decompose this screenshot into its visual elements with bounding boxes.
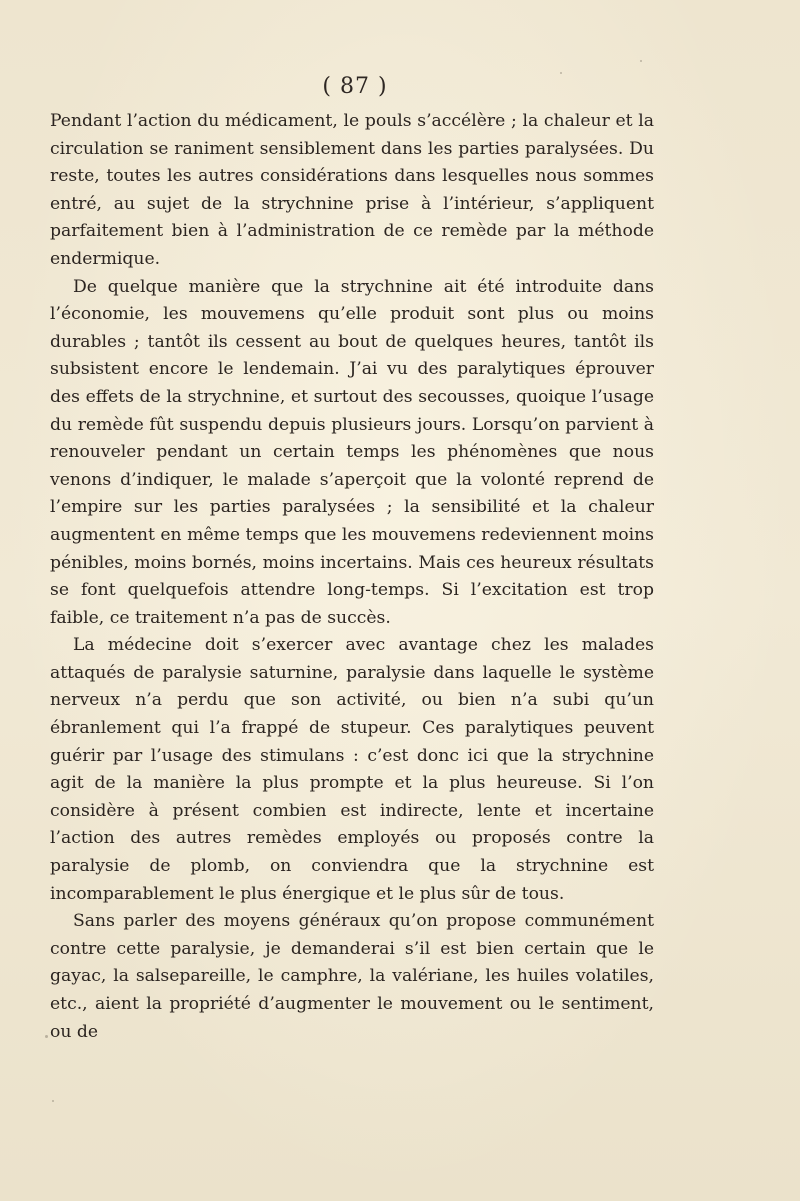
paper-speck bbox=[52, 1100, 54, 1102]
page-number: ( 87 ) bbox=[322, 74, 388, 99]
paragraph: Pendant l’action du médicament, le pouls s’accélère ; la chaleur et la circulation se raniment sensiblement dans les parties paralysées. Du reste, toutes les autres considérations dans lesquelles nous sommes entré, au sujet de la strychnine prise à l’intérieur, s’appliquent parfaitement bien à l’administration de ce remède par la méthode endermique. bbox=[50, 111, 654, 269]
paper-speck bbox=[560, 72, 562, 74]
paragraph: Sans parler des moyens généraux qu’on propose communément contre cette paralysie, je demanderai s’il est bien certain que le gayac, la salsepareille, le camphre, la valériane, les huiles volatiles, etc., aient la propriété d’augmenter le mouvement ou le sentiment, ou de bbox=[50, 911, 654, 1042]
paragraph: La médecine doit s’exercer avec avantage chez les malades attaqués de paralysie saturnine, paralysie dans laquelle le système nerveux n’a perdu que son activité, ou bien n’a subi qu’un ébranlement qui l’a frappé de stupeur. Ces paralytiques peuvent guérir par l’usage des stimulans : c’est donc ici que la strychnine agit de la manière la plus prompte et la plus heureuse. Si l’on considère à présent combien est indirecte, lente et incertaine l’action des autres remèdes employés ou proposés contre la paralysie de plomb, on conviendra que la strychnine est incomparablement le plus énergique et le plus sûr de tous. bbox=[50, 635, 654, 904]
paper-speck bbox=[640, 60, 642, 62]
paragraph: De quelque manière que la strychnine ait été introduite dans l’économie, les mouvemens qu’elle produit sont plus ou moins durables ; tantôt ils cessent au bout de quelques heures, tantôt ils subsistent encore le lendemain. J’ai vu des paralytiques éprouver des effets de la strychnine, et surtout des secousses, quoique l’usage du remède fût suspendu depuis plusieurs jours. Lorsqu’on parvient à renouveler pendant un certain temps les phénomènes que nous venons d’indiquer, le malade s’aperçoit que la volonté reprend de l’empire sur les parties paralysées ; la sensibilité et la chaleur augmentent en même temps que les mouvemens redeviennent moins pénibles, moins bornés, moins incertains. Mais ces heureux résultats se font quelquefois attendre long-temps. Si l’excitation est trop faible, ce traitement n’a pas de succès. bbox=[50, 276, 654, 628]
body-text bbox=[50, 108, 654, 1046]
paper-speck bbox=[45, 1035, 48, 1038]
